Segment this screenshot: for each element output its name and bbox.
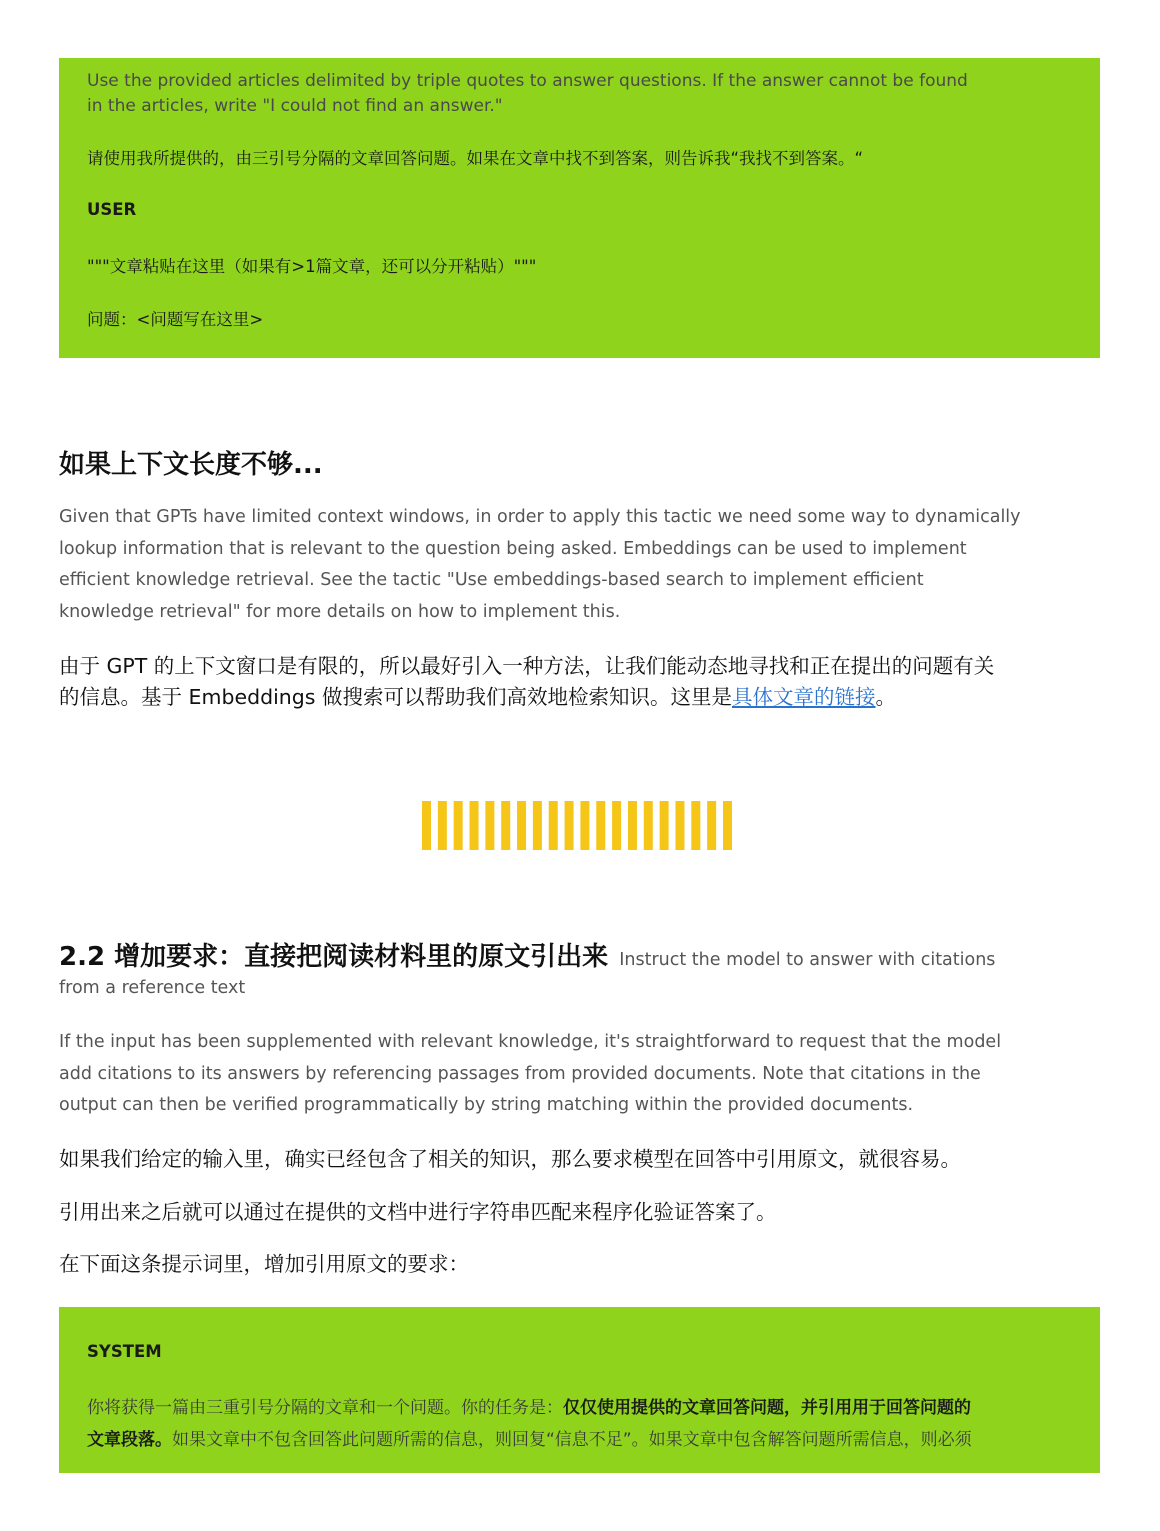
prompt-english-line: Use the provided articles delimited by triple quotes to answer questions. If the answer cannot be found: [87, 71, 968, 91]
stripe: [501, 801, 510, 850]
section-heading: 2.2 增加要求：直接把阅读材料里的原文引出来: [59, 942, 609, 972]
chinese-paragraph: [59, 651, 1104, 713]
stripe: [422, 801, 431, 850]
question-placeholder: 问题：<问题写在这里>: [87, 310, 264, 329]
stripe: [660, 801, 669, 850]
english-line: knowledge retrieval" for more details on how to implement this.: [59, 601, 621, 622]
stripe: [628, 801, 637, 850]
stripe: [675, 801, 684, 850]
english-paragraph: [59, 502, 1104, 628]
stripe: [612, 801, 621, 850]
english-line: Given that GPTs have limited context windows, in order to apply this tactic we need some way to dynamically: [59, 507, 1021, 527]
prompt-box: [59, 58, 1100, 358]
article-link[interactable]: 具体文章的链接: [732, 685, 876, 709]
stripe: [485, 801, 494, 850]
chinese-line: 由于 GPT 的上下文窗口是有限的，所以最好引入一种方法，让我们能动态地寻找和正在提出的问题有关: [59, 654, 995, 678]
system-prompt-bold: 仅仅使用提供的文章回答问题，并引用用于回答问题的: [563, 1398, 971, 1418]
section-heading-row: [59, 936, 995, 973]
stripe: [565, 801, 574, 850]
system-prompt-normal: 如果文章中不包含回答此问题所需的信息，则回复“信息不足”。如果文章中包含解答问题所需信息，则必须: [172, 1430, 972, 1450]
stripe: [470, 801, 479, 850]
english-line: lookup information that is relevant to the question being asked. Embeddings can be used to implement: [59, 538, 967, 559]
system-prompt-line: [87, 1424, 1077, 1456]
english-paragraph: [59, 1027, 1104, 1122]
stripe: [596, 801, 605, 850]
prompt-box: [59, 1307, 1100, 1473]
english-line: efficient knowledge retrieval. See the tactic "Use embeddings-based search to implement efficient: [59, 570, 924, 590]
chinese-text: 的信息。基于 Embeddings 做搜索可以帮助我们高效地检索知识。这里是: [59, 685, 732, 709]
section-heading-english-continued: from a reference text: [59, 978, 246, 998]
stripe: [723, 801, 732, 850]
system-prompt-text: [87, 1392, 1077, 1456]
user-role-label: USER: [87, 200, 137, 219]
stripe: [644, 801, 653, 850]
section-heading: 如果上下文长度不够...: [59, 450, 323, 480]
system-prompt-line: [87, 1392, 1077, 1424]
stripe: [438, 801, 447, 850]
stripe: [533, 801, 542, 850]
stripe: [549, 801, 558, 850]
chinese-paragraph: 引用出来之后就可以通过在提供的文档中进行字符串匹配来程序化验证答案了。: [59, 1200, 777, 1224]
english-line: add citations to its answers by referencing passages from provided documents. Note that citations in the: [59, 1063, 981, 1084]
english-line: If the input has been supplemented with relevant knowledge, it's straightforward to request that the model: [59, 1032, 1002, 1052]
chinese-paragraph: 在下面这条提示词里，增加引用原文的要求：: [59, 1252, 469, 1276]
system-role-label: SYSTEM: [87, 1342, 162, 1361]
stripe-divider: [422, 801, 732, 850]
article-placeholder: """文章粘贴在这里（如果有>1篇文章，还可以分开粘贴）""": [87, 257, 537, 276]
english-line: output can then be verified programmatically by string matching within the provided documents.: [59, 1095, 914, 1115]
stripe: [517, 801, 526, 850]
stripe: [707, 801, 716, 850]
system-prompt-normal: 你将获得一篇由三重引号分隔的文章和一个问题。你的任务是：: [87, 1398, 563, 1418]
stripe: [580, 801, 589, 850]
section-heading-english: Instruct the model to answer with citations: [619, 950, 996, 970]
prompt-chinese-instruction: 请使用我所提供的，由三引号分隔的文章回答问题。如果在文章中找不到答案，则告诉我“我找不到答案。“: [87, 149, 864, 168]
stripe: [691, 801, 700, 850]
chinese-line: [59, 682, 1104, 713]
prompt-english-instruction: [87, 69, 1077, 119]
chinese-paragraph: 如果我们给定的输入里，确实已经包含了相关的知识，那么要求模型在回答中引用原文，就很容易。: [59, 1147, 961, 1171]
chinese-text: 。: [875, 685, 896, 709]
system-prompt-bold: 文章段落。: [87, 1430, 172, 1450]
stripe: [454, 801, 463, 850]
prompt-english-line: in the articles, write "I could not find an answer.": [87, 96, 503, 116]
